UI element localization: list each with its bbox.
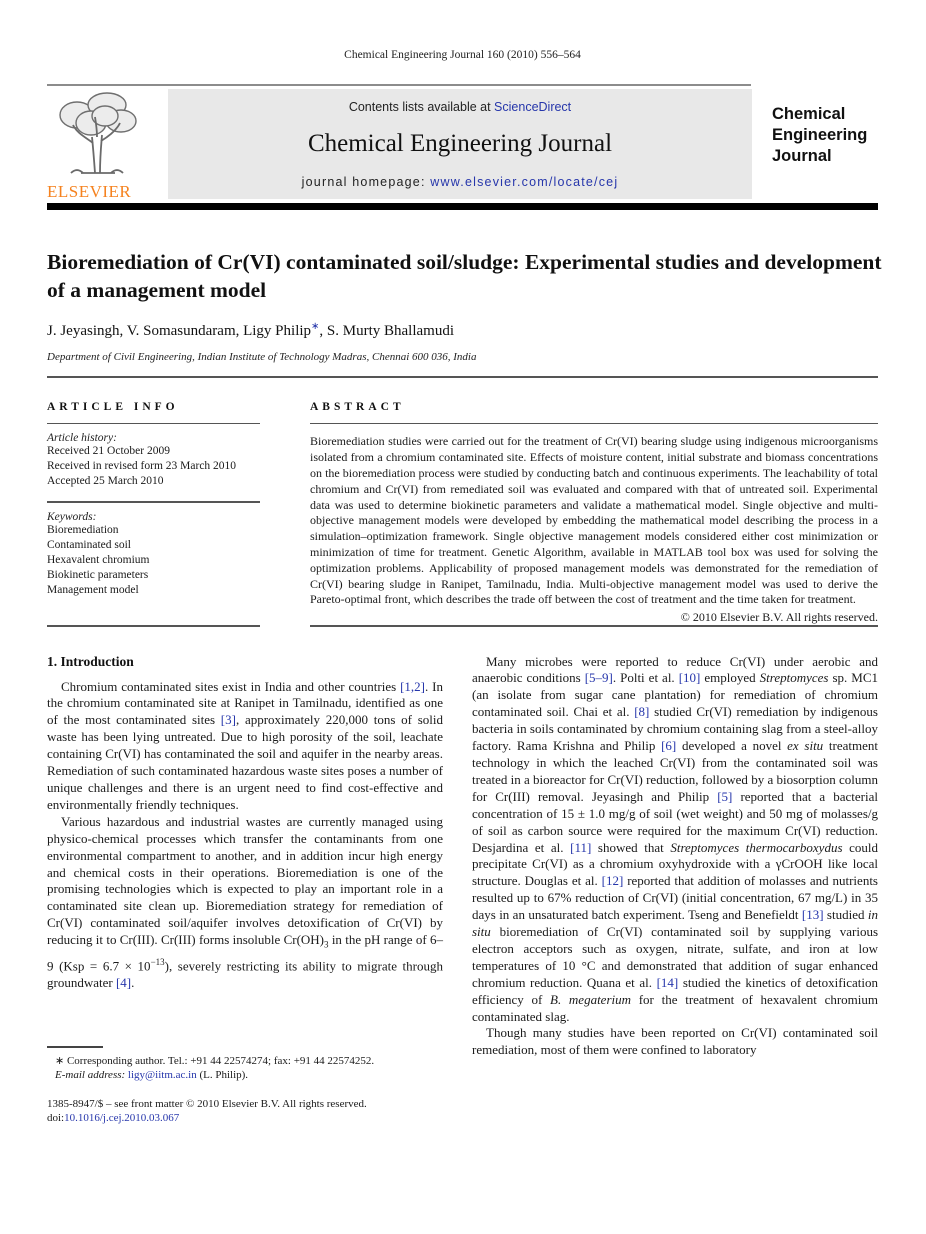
keywords-rule <box>47 501 260 502</box>
corresponding-author-text: ∗ Corresponding author. Tel.: +91 44 22574274; fax: +91 44 22574252. <box>55 1054 375 1067</box>
history-item: Accepted 25 March 2010 <box>47 475 164 488</box>
italic-text: in situ <box>472 907 878 940</box>
italic-text: Streptomyces thermocarboxydus <box>670 839 843 855</box>
citation-ref[interactable]: [5] <box>717 788 733 804</box>
abstract-heading: ABSTRACT <box>310 401 405 413</box>
citation-ref[interactable]: [13] <box>801 907 824 923</box>
elsevier-wordmark: ELSEVIER <box>47 182 132 201</box>
corresponding-author-mark[interactable]: ∗ <box>311 321 320 332</box>
corresponding-author-note <box>47 1054 443 1083</box>
body-paragraph <box>472 654 878 1026</box>
citation-ref[interactable]: [12] <box>601 873 624 889</box>
article-title: Bioremediation of Cr(VI) contaminated soil/sludge: Experimental studies and development of a management model <box>47 250 882 302</box>
citation-ref[interactable]: [10] <box>678 670 701 686</box>
text-segment: . <box>131 974 135 990</box>
banner-center-panel <box>168 89 752 199</box>
text-segment: employed <box>700 670 760 686</box>
article-history-label: Article history: <box>47 432 117 445</box>
citation-ref[interactable]: [4] <box>115 974 132 990</box>
text-segment: studied <box>823 907 868 923</box>
body-section <box>47 654 878 1126</box>
keyword-item: Management model <box>47 583 139 596</box>
citation-ref[interactable]: [6] <box>661 738 677 754</box>
text-segment: J. Jeyasingh, V. Somasundaram, Ligy Philip <box>47 323 312 339</box>
keyword-item: Contaminated soil <box>47 538 132 551</box>
journal-banner <box>47 89 878 199</box>
text-segment: for the treatment of hexavalent chromium contaminated slag. <box>472 991 879 1024</box>
cover-logo-line: Engineering <box>772 126 868 144</box>
text-segment: Chromium contaminated sites exist in India and other countries <box>61 678 401 694</box>
cover-logo-line: Chemical <box>772 105 846 123</box>
journal-cover-logo <box>772 89 867 199</box>
citation-ref[interactable]: [14] <box>656 974 679 990</box>
footnote-block <box>47 1046 443 1125</box>
superscript-text: −13 <box>150 956 165 967</box>
text-segment: Many microbes were reported to reduce Cr(VI) under aerobic and anaerobic conditions <box>472 653 878 686</box>
citation-ref[interactable]: [11] <box>570 839 592 855</box>
text-segment: , S. Murty Bhallamudi <box>319 323 455 339</box>
text-segment: treatment technology in which the leached Cr(VI) from the contaminated soil was treated in a bioreactor for Cr(VI) reduction, followed by a biosorption column for Cr(III) removal. Jeyasingh and Philip <box>472 738 878 804</box>
body-right-column <box>472 654 878 1126</box>
abstract-text: Bioremediation studies were carried out for the treatment of Cr(VI) bearing sludge using indigenous microorganisms isolated from a chromium contaminated site. Effects of moisture content, initial substrate and biomass concentrations on the bioremediation process were studied by conducting batch and continuous experiments. The leachability of total chromium and Cr(VI) from remediated soil was evaluated and compared with that of untreated soil. Experimental data was used to determine biokinetic parameters and validate a mathematical model. Single objective and multi-objective management models were developed by embedding the mathematical model describing the process in a simulation–optimization framework. Single objective management models considered either cost minimization or minimization of time for treatment. Genetic Algorithm, available in MATLAB tool box was used for solving the optimization problems. Applicability of proposed management models was demonstrated for the remediation of Cr(VI) bearing sludge in Ranipet, Tamilnadu, India. Multi-objective management model was used to derive the Pareto-optimal front, which describes the trade off between the cost of treatment and the time taken for treatment. <box>310 434 878 607</box>
keyword-item: Hexavalent chromium <box>47 553 150 566</box>
body-paragraph <box>47 679 443 814</box>
homepage-prefix-text: journal homepage: <box>301 175 431 189</box>
body-left-column <box>47 654 443 1126</box>
email-address-line <box>55 1068 443 1083</box>
italic-text: B. megaterium <box>550 991 632 1007</box>
text-segment: could precipitate Cr(VI) as a chromium oxyhydroxide with a γCrOOH like local structure. Douglas et al. <box>472 839 878 889</box>
header-top-rule <box>47 84 751 86</box>
article-info-heading: ARTICLE INFO <box>47 401 179 413</box>
abstract-bottom-rule <box>310 625 878 626</box>
italic-text: Streptomyces <box>759 670 829 686</box>
section-heading-introduction: 1. Introduction <box>47 653 134 669</box>
abstract-rule <box>310 423 878 424</box>
keyword-item: Bioremediation <box>47 523 119 536</box>
elsevier-logo <box>47 89 159 199</box>
keywords-label: Keywords: <box>47 510 97 523</box>
doi-prefix: doi: <box>47 1112 65 1125</box>
text-segment: , approximately 220,000 tons of solid waste has been lying untreated. Due to high porosity of the soil, leachate containing Cr(VI) has contaminated the soil and aquifer in the nearby areas. Remediation of such contaminated hazardous waste sites poses a number of unique challenges and there is an urgent need to find cost-effective and environmentally friendly techniques. <box>47 712 443 812</box>
contents-prefix-text: Contents lists available at <box>348 100 495 114</box>
body-paragraph <box>472 1025 878 1059</box>
italic-text: E-mail address: <box>55 1069 128 1082</box>
contents-lists-line <box>349 100 571 114</box>
text-segment: in the pH range of 6–9 (Ksp = 6.7 × 10 <box>47 932 443 973</box>
journal-masthead-title: Chemical Engineering Journal <box>307 130 613 157</box>
copyright-line: © 2010 Elsevier B.V. All rights reserved. <box>680 610 878 625</box>
citation-ref[interactable]: [1,2] <box>400 678 426 694</box>
history-item: Received in revised form 23 March 2010 <box>47 460 237 473</box>
journal-homepage-link[interactable]: www.elsevier.com/locate/cej <box>430 175 619 189</box>
abstract-column <box>310 401 878 627</box>
italic-text: ex situ <box>787 738 824 754</box>
cover-logo-line: Journal <box>772 147 832 165</box>
text-segment: (L. Philip). <box>196 1069 249 1082</box>
text-segment: Various hazardous and industrial wastes are currently managed using physico-chemical processes which transfer the contaminants from one environmental compartment to another, and in addition incur high energy and chemical costs in their operations. Bioremediation is one of the promising technologies which is expected to play an important role in a contaminated site clean up. Bioremediation strategy for remediation of Cr(VI) contaminated soil/aquifer involves detoxification of Cr(VI) by reducing it to Cr(III). Cr(III) forms insoluble Cr(OH) <box>47 813 443 948</box>
article-info-column <box>47 401 260 627</box>
body-paragraph <box>47 814 443 992</box>
running-head-citation: Chemical Engineering Journal 160 (2010) 556–564 <box>344 49 581 61</box>
text-segment: Though many studies have been reported on Cr(VI) contaminated soil remediation, most of them were confined to laboratory <box>472 1025 878 1058</box>
elsevier-tree-icon <box>47 89 147 180</box>
affiliation-line: Department of Civil Engineering, Indian Institute of Technology Madras, Chennai 600 036, India <box>47 351 477 363</box>
citation-ref[interactable]: [8] <box>634 704 650 720</box>
title-section-rule <box>47 376 878 378</box>
article-info-bottom-rule <box>47 625 260 626</box>
inline-link[interactable]: ligy@iitm.ac.in <box>127 1069 197 1082</box>
meta-section <box>47 401 878 627</box>
banner-bottom-bar <box>47 203 878 210</box>
text-segment: . In the chromium contaminated site at Ranipet in Tamilnadu, identified as one of the most contaminated sites <box>47 678 443 728</box>
author-line <box>47 321 878 340</box>
issn-copyright-line: 1385-8947/$ – see front matter © 2010 Elsevier B.V. All rights reserved. <box>47 1097 367 1110</box>
text-segment: sp. MC1 (an isolate from sugar cane plantation) for remediation of chromium contaminated soil. Chai et al. <box>472 670 878 720</box>
article-info-rule <box>47 423 260 424</box>
text-segment: reported that addition of molasses and nutrients resulted up to 67% reduction of Cr(VI) (initial concentration, 67 mg/L) in 35 days in an unsaturated batch experiment. Tseng and Benefieldt <box>472 873 878 923</box>
doi-link[interactable]: 10.1016/j.cej.2010.03.067 <box>64 1112 180 1125</box>
footnote-rule <box>47 1046 103 1047</box>
text-segment: reported that a bacterial concentration of 15 ± 1.0 mg/g of soil (wet weight) and 50 mg of molasses/g of soil as carbon source were required for the maximum Cr(VI) reduction. Desjardina et al. <box>472 788 878 855</box>
sciencedirect-link[interactable]: ScienceDirect <box>494 100 572 114</box>
text-segment: . Polti et al. <box>612 670 679 686</box>
citation-ref[interactable]: [5–9] <box>584 670 613 686</box>
citation-ref[interactable]: [3] <box>220 712 236 728</box>
keyword-item: Biokinetic parameters <box>47 568 149 581</box>
text-segment: bioremediation of Cr(VI) contaminated soil by supplying various electron acceptors such as oxygen, nitrate, sulfate, and iron at low temperatures of 10 °C and demonstrated that addition of sugar enhanced chromium reduction. Quana et al. <box>472 924 878 990</box>
text-segment: ), severely restricting its ability to migrate through groundwater <box>47 957 443 990</box>
subscript-text: 3 <box>324 939 329 950</box>
text-segment: studied Cr(VI) remediation by indigenous bacteria in soils contaminated by chromium containing slag from a steel-alloy factory. Rama Krishna and Philip <box>472 704 878 754</box>
history-item: Received 21 October 2009 <box>47 445 170 458</box>
text-segment: studied the kinetics of detoxification efficiency of <box>472 974 878 1007</box>
journal-homepage-line <box>302 175 619 189</box>
doi-line <box>47 1111 443 1126</box>
text-segment: showed that <box>591 839 671 855</box>
text-segment: developed a novel <box>676 738 788 754</box>
